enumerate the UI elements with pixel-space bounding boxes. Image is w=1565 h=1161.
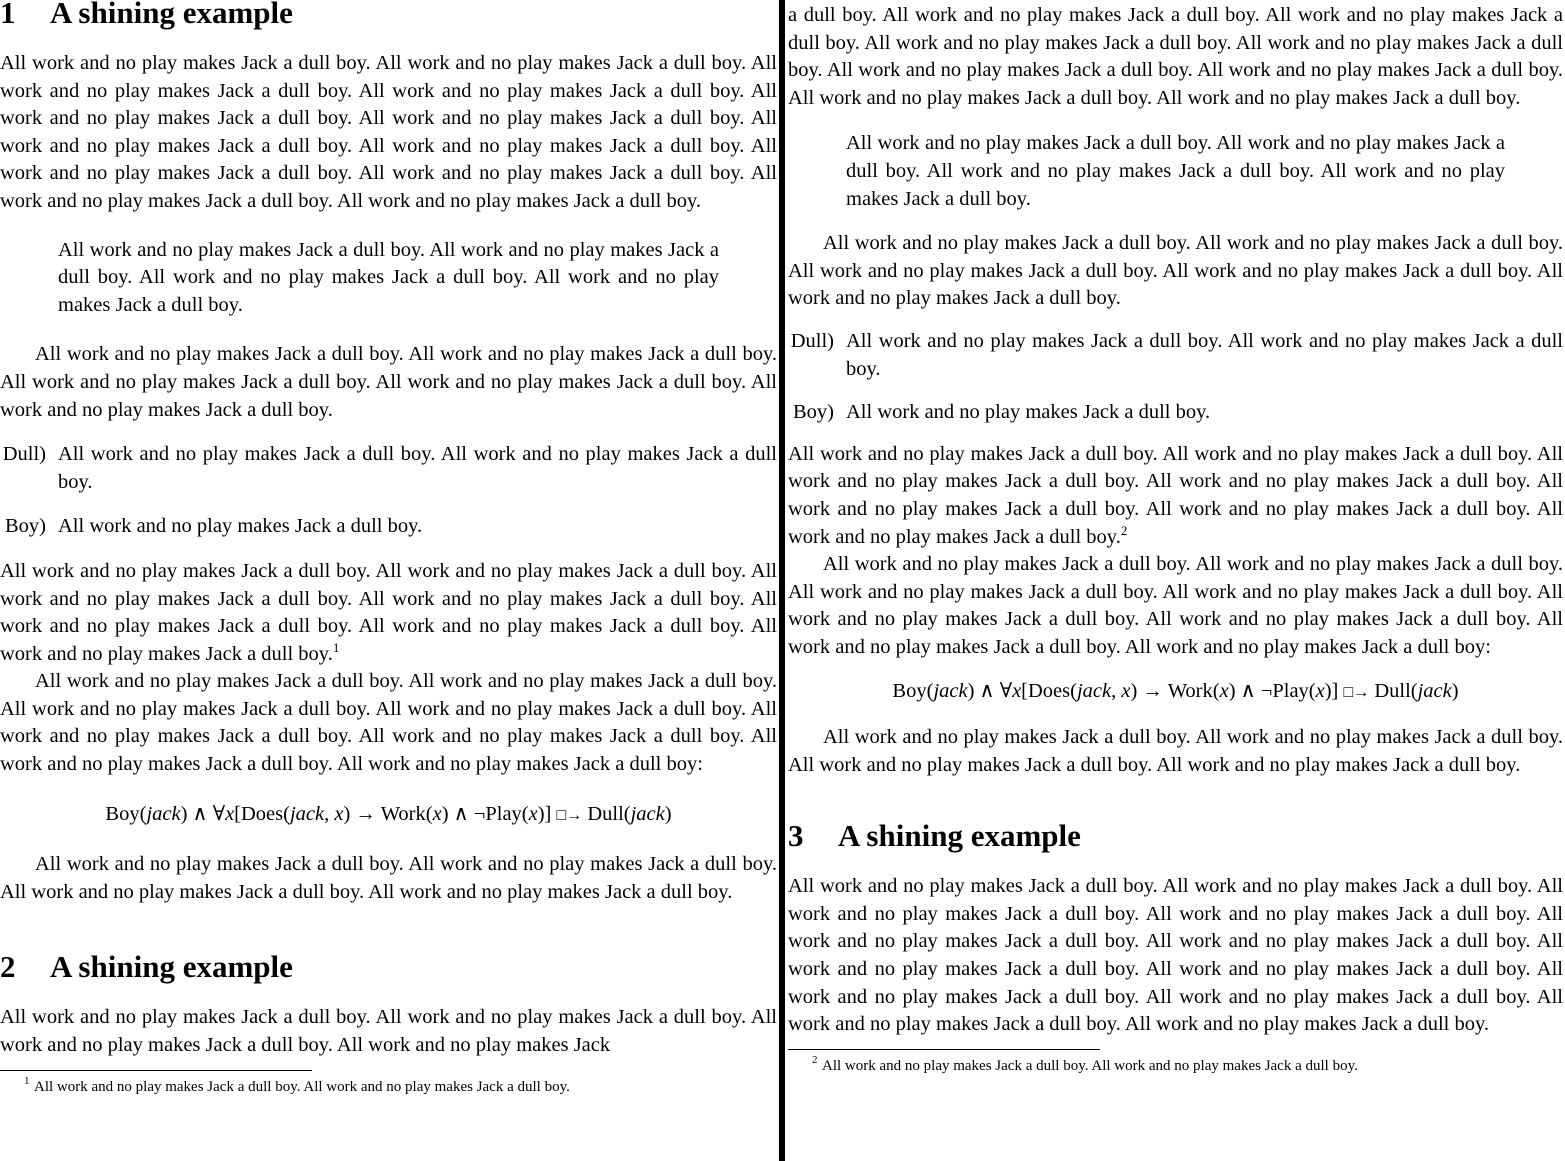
list-item (0, 441, 777, 496)
footnote-reference: 1 (332, 639, 340, 655)
left-column (0, 0, 777, 1161)
footnote-mark: 2 (812, 1053, 818, 1066)
section-heading (0, 950, 777, 984)
paragraph: All work and no play makes Jack a dull boy. All work and no play makes Jack a dull boy. All work and no play makes Jack a dull boy. All work and no play makes Jack a dull boy. All work and no play makes Jack a dull boy. (788, 232, 1563, 310)
paragraph: All work and no play makes Jack a dull boy. All work and no play makes Jack a dull boy. All work and no play makes Jack a dull boy. All work and no play makes Jack a dull boy. (0, 853, 777, 903)
footnote-rule (0, 1070, 312, 1071)
right-column (788, 0, 1563, 1161)
paragraph: All work and no play makes Jack a dull boy. All work and no play makes Jack a dull boy. All work and no play makes Jack a dull boy. All work and no play makes Jack a dull boy. All work and no play makes Jack a dull boy. All work and no play makes Jack a dull boy. All work and no play makes Jack a dull boy. All work and no play makes Jack a dull boy. All work and no play makes Jack a dull boy. All work and no play makes Jack a dull boy. All work and no play makes Jack a dull boy. All work and no play makes Jack a dull boy. (0, 52, 777, 212)
section-number: 1 (0, 0, 16, 30)
list-item (788, 328, 1563, 383)
paragraph-text: All work and no play makes Jack a dull boy. All work and no play makes Jack a dull boy. All work and no play makes Jack a dull boy. All work and no play makes Jack a dull boy. All work and no play makes Jack a dull boy. All work and no play makes Jack a dull boy. All work and no play makes Jack a dull boy. (0, 559, 777, 665)
section-heading (0, 0, 777, 30)
block-quote: All work and no play makes Jack a dull boy. All work and no play makes Jack a dull boy. All work and no play makes Jack a dull boy. All work and no play makes Jack a dull boy. (846, 132, 1505, 210)
formula: Boy(jack) ∧ ∀x[Does(jack, x) → Work(x) ∧ ¬Play(x)] □→ Dull(jack) (892, 680, 1459, 703)
paragraph: All work and no play makes Jack a dull boy. All work and no play makes Jack a dull boy. All work and no play makes Jack a dull boy. All work and no play makes Jack a dull boy. All work and no play makes Jack a dull boy. All work and no play makes Jack a dull boy. All work and no play makes Jack a dull boy. All work and no play makes Jack a dull boy: (0, 670, 777, 776)
list-item-text: All work and no play makes Jack a dull boy. All work and no play makes Jack a dull boy. (846, 329, 1563, 380)
block-quote: All work and no play makes Jack a dull boy. All work and no play makes Jack a dull boy. All work and no play makes Jack a dull boy. All work and no play makes Jack a dull boy. (58, 238, 719, 316)
paragraph (788, 441, 1563, 551)
formula: Boy(jack) ∧ ∀x[Does(jack, x) → Work(x) ∧ ¬Play(x)] □→ Dull(jack) (105, 802, 672, 825)
paragraph-text: All work and no play makes Jack a dull boy. All work and no play makes Jack a dull boy. All work and no play makes Jack a dull boy. All work and no play makes Jack a dull boy. All work and no play makes Jack a dull boy. All work and no play makes Jack a dull boy. All work and no play makes Jack a dull boy. (788, 442, 1563, 548)
paragraph: a dull boy. All work and no play makes Jack a dull boy. All work and no play makes Jack a dull boy. All work and no play makes Jack a dull boy. All work and no play makes Jack a dull boy. All work and no play makes Jack a dull boy. All work and no play makes Jack a dull boy. All work and no play makes Jack a dull boy. All work and no play makes Jack a dull boy. (788, 4, 1563, 109)
paragraph: All work and no play makes Jack a dull boy. All work and no play makes Jack a dull boy. All work and no play makes Jack a dull boy. All work and no play makes Jack a dull boy. All work and no play makes Jack a dull boy. All work and no play makes Jack a dull boy. All work and no play makes Jack a dull boy. All work and no play makes Jack a dull boy. All work and no play makes Jack a dull boy. All work and no play makes Jack a dull boy. All work and no play makes Jack a dull boy. All work and no play makes Jack a dull boy. (788, 875, 1563, 1036)
section-title: A shining example (838, 818, 1081, 854)
box-arrow-symbol: □→ (1343, 684, 1370, 702)
section-heading (788, 819, 1563, 853)
list-item-label: Boy) (793, 401, 834, 424)
footnote-rule (788, 1049, 1100, 1050)
footnote-mark: 1 (24, 1074, 30, 1087)
column-divider (779, 0, 785, 1161)
section-number: 3 (788, 818, 804, 854)
footnote (788, 1053, 1563, 1076)
list-item-label: Dull) (790, 329, 834, 352)
list-item-label: Dull) (2, 443, 46, 466)
footnote-text: All work and no play makes Jack a dull boy. All work and no play makes Jack a dull boy. (822, 1057, 1358, 1074)
footnote-reference: 2 (1120, 522, 1128, 538)
paragraph: All work and no play makes Jack a dull boy. All work and no play makes Jack a dull boy. All work and no play makes Jack a dull boy. All work and no play makes Jack (0, 1006, 777, 1057)
list-item (0, 513, 777, 541)
paragraph: All work and no play makes Jack a dull boy. All work and no play makes Jack a dull boy. All work and no play makes Jack a dull boy. All work and no play makes Jack a dull boy. All work and no play makes Jack a dull boy. All work and no play makes Jack a dull boy. All work and no play makes Jack a dull boy. All work and no play makes Jack a dull boy: (788, 553, 1563, 658)
list-item-text: All work and no play makes Jack a dull boy. (58, 515, 423, 538)
list-item-text: All work and no play makes Jack a dull boy. (846, 401, 1211, 424)
footnote-text: All work and no play makes Jack a dull boy. All work and no play makes Jack a dull boy. (34, 1078, 570, 1095)
box-arrow-symbol: □→ (556, 806, 583, 824)
paragraph: All work and no play makes Jack a dull boy. All work and no play makes Jack a dull boy. All work and no play makes Jack a dull boy. All work and no play makes Jack a dull boy. (788, 726, 1563, 776)
list-item-text: All work and no play makes Jack a dull boy. All work and no play makes Jack a dull boy. (58, 443, 777, 493)
list-item-label: Boy) (5, 515, 46, 538)
section-title: A shining example (50, 0, 293, 30)
paragraph (0, 558, 777, 668)
section-number: 2 (0, 949, 16, 985)
footnote (0, 1074, 777, 1097)
list-item (788, 399, 1563, 427)
section-title: A shining example (50, 949, 293, 985)
paragraph: All work and no play makes Jack a dull boy. All work and no play makes Jack a dull boy. All work and no play makes Jack a dull boy. All work and no play makes Jack a dull boy. All work and no play makes Jack a dull boy. (0, 343, 777, 421)
